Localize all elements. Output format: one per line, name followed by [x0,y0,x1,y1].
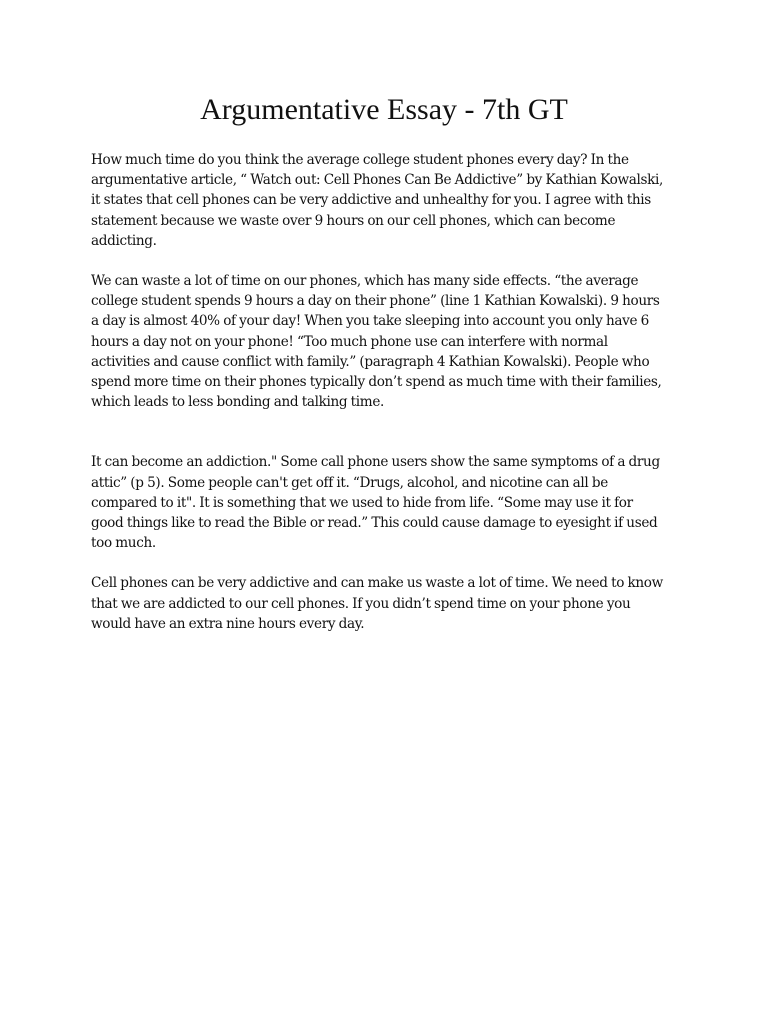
text-line: it states that cell phones can be very addictive and unhealthy for you. I agree with this [91,192,651,209]
paragraph-body-1 [91,271,691,412]
text-line: too much. [91,535,156,552]
text-line: good things like to read the Bible or read.” This could cause damage to eyesight if used [91,515,658,532]
text-line: would have an extra nine hours every day. [91,615,365,632]
text-line: Cell phones can be very addictive and can make us waste a lot of time. We need to know [91,575,663,592]
text-line: hours a day not on your phone! “Too much phone use can interfere with normal [91,333,608,350]
text-line: statement because we waste over 9 hours on our cell phones, which can become [91,212,616,229]
text-line: addicting. [91,232,157,249]
paragraph-conclusion [91,573,691,634]
text-line: argumentative article, “ Watch out: Cell Phones Can Be Addictive” by Kathian Kowalski, [91,172,663,189]
paragraph-spacer [91,432,691,452]
text-line: It can become an addiction." Some call phone users show the same symptoms of a drug [91,454,660,471]
paragraph-intro [91,150,691,251]
text-line: compared to it". It is something that we used to hide from life. “Some may use it for [91,494,633,511]
text-line: We can waste a lot of time on our phones, which has many side effects. “the average [91,273,639,290]
text-line: a day is almost 40% of your day! When you take sleeping into account you only have 6 [91,313,649,330]
text-line: spend more time on their phones typically don’t spend as much time with their families, [91,374,662,391]
text-line: college student spends 9 hours a day on their phone” (line 1 Kathian Kowalski). 9 hours [91,293,660,310]
text-line: which leads to less bonding and talking time. [91,394,385,411]
text-line: that we are addicted to our cell phones. If you didn’t spend time on your phone you [91,595,631,612]
text-line: activities and cause conflict with family.” (paragraph 4 Kathian Kowalski). People who [91,353,650,370]
text-line: How much time do you think the average college student phones every day? In the [91,152,629,168]
text-line: attic” (p 5). Some people can't get off it. “Drugs, alcohol, and nicotine can all be [91,474,608,491]
paragraph-body-2 [91,452,691,553]
essay-body [91,150,691,654]
essay-title: Argumentative Essay - 7th GT [200,93,568,126]
